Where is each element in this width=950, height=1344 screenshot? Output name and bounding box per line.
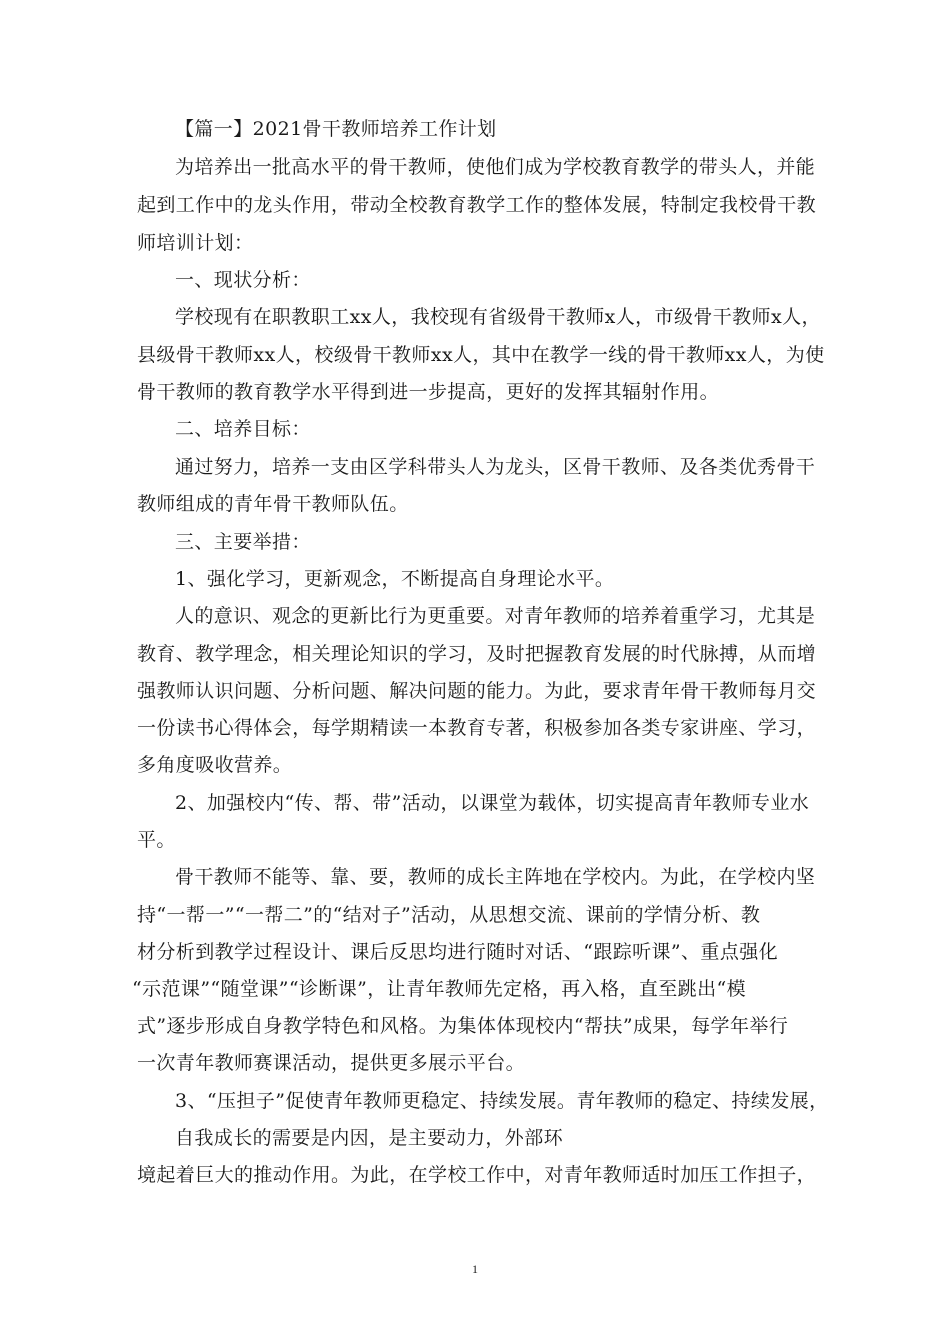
paragraph-line: 为培养出一批高水平的骨干教师，使他们成为学校教育教学的带头人，并能 [175, 156, 816, 178]
section-heading: 三、主要举措： [175, 531, 311, 553]
paragraph-line: 一份读书心得体会，每学期精读一本教育专著，积极参加各类专家讲座、学习， [137, 717, 817, 739]
paragraph-line: 教师组成的青年骨干教师队伍。 [137, 493, 409, 515]
paragraph-line: 起到工作中的龙头作用，带动全校教育教学工作的整体发展，特制定我校骨干教 [137, 194, 817, 216]
paragraph-line: 教育、教学理念，相关理论知识的学习，及时把握教育发展的时代脉搏，从而增 [137, 643, 817, 665]
paragraph-line: 人的意识、观念的更新比行为更重要。对青年教师的培养着重学习，尤其是 [175, 605, 816, 627]
document-title: 【篇一】2021骨干教师培养工作计划 [175, 118, 497, 140]
paragraph-line: 学校现有在职教职工xx人，我校现有省级骨干教师x人，市级骨干教师x人， [175, 306, 821, 328]
paragraph-line: 骨干教师的教育教学水平得到进一步提高，更好的发挥其辐射作用。 [137, 381, 720, 403]
section-heading: 二、培养目标： [175, 418, 311, 440]
paragraph-line: 持“一帮一”“一帮二”的“结对子”活动，从思想交流、课前的学情分析、教 [137, 904, 761, 926]
paragraph-line: 强教师认识问题、分析问题、解决问题的能力。为此，要求青年骨干教师每月交 [137, 680, 817, 702]
subsection-heading: 3、“压担子”促使青年教师更稳定、持续发展。青年教师的稳定、持续发展， [175, 1090, 829, 1112]
paragraph-line: 骨干教师不能等、靠、要，教师的成长主阵地在学校内。为此，在学校内坚 [175, 866, 816, 888]
paragraph-line: 通过努力，培养一支由区学科带头人为龙头，区骨干教师、及各类优秀骨干 [175, 456, 816, 478]
page-number: 1 [472, 1262, 478, 1276]
paragraph-line: 自我成长的需要是内因，是主要动力，外部环 [175, 1127, 564, 1149]
section-heading: 一、现状分析： [175, 269, 311, 291]
paragraph-line: 一次青年教师赛课活动，提供更多展示平台。 [137, 1052, 526, 1074]
paragraph-line: 式”逐步形成自身教学特色和风格。为集体体现校内“帮扶”成果，每学年举行 [137, 1015, 789, 1037]
paragraph-line: 材分析到教学过程设计、课后反思均进行随时对话、“跟踪听课”、重点强化 [137, 941, 779, 963]
paragraph-line: 多角度吸收营养。 [137, 754, 293, 776]
paragraph-line: 平。 [137, 829, 176, 851]
paragraph-line: “示范课”“随堂课”“诊断课”，让青年教师先定格，再入格，直至跳出“模 [132, 978, 746, 1000]
paragraph-line: 县级骨干教师xx人，校级骨干教师xx人，其中在教学一线的骨干教师xx人，为使 [137, 344, 825, 366]
subsection-heading: 1、强化学习，更新观念，不断提高自身理论水平。 [175, 568, 615, 590]
paragraph-line: 境起着巨大的推动作用。为此，在学校工作中，对青年教师适时加压工作担子， [137, 1164, 817, 1186]
paragraph-line: 师培训计划： [137, 232, 254, 254]
subsection-heading: 2、加强校内“传、帮、带”活动，以课堂为载体，切实提高青年教师专业水 [175, 792, 810, 814]
